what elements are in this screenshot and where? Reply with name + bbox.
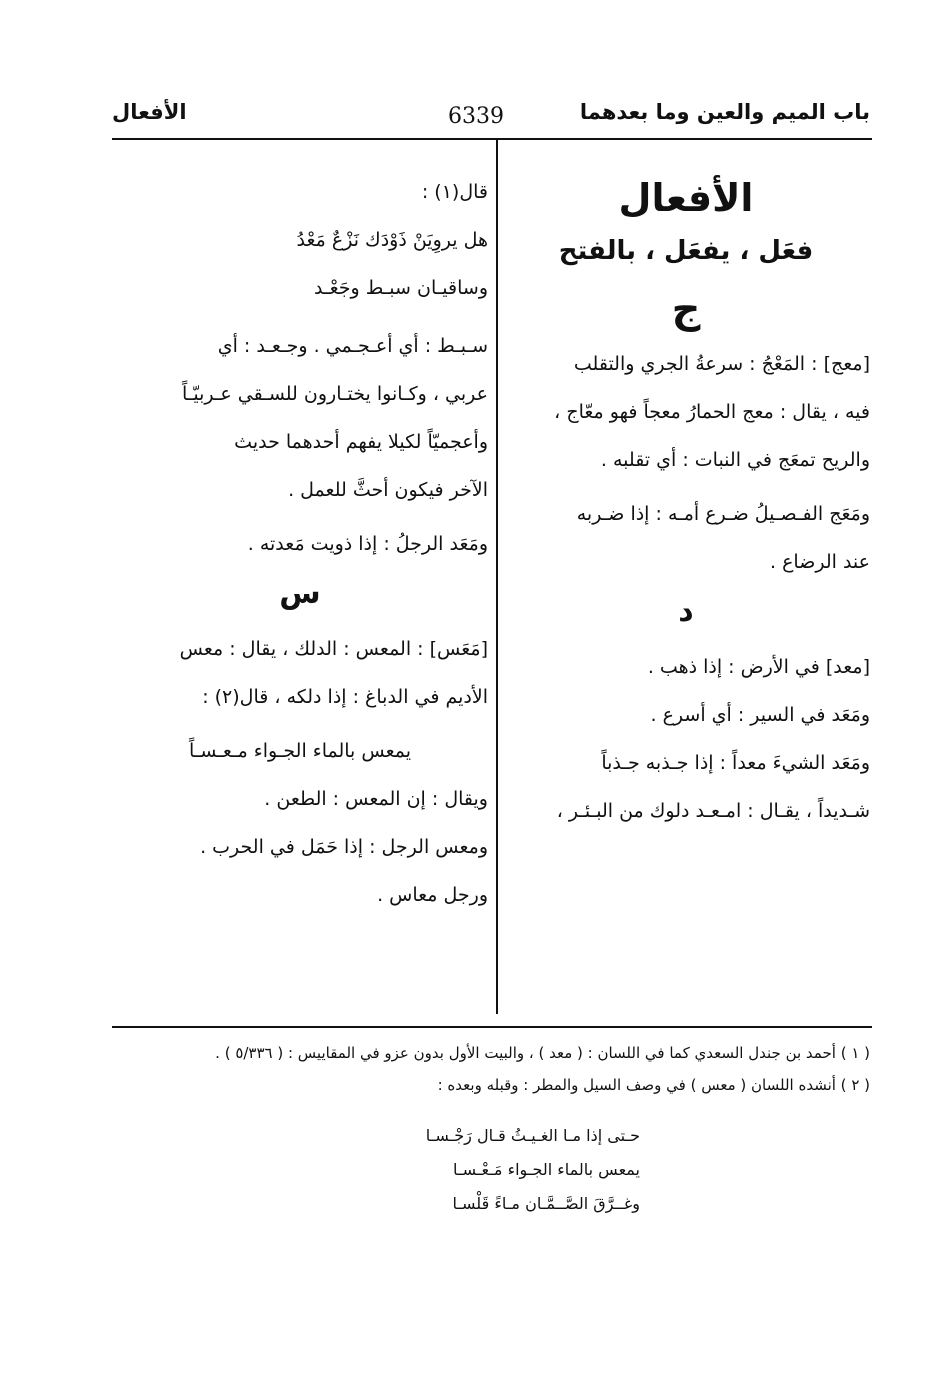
section-subtitle: فعَل ، يفعَل ، بالفتح bbox=[558, 236, 814, 266]
header-rule bbox=[112, 138, 872, 140]
verse-line: هل يروِيَنْ ذَوْدَك نَزْعٌ مَعْدُ bbox=[296, 229, 488, 251]
entry-line: وأعجميّاً لكيلا يفهم أحدهما حديث bbox=[234, 431, 488, 453]
entry-line: ومَعَج الفـصـيلُ ضـرع أمـه : إذا ضـربه bbox=[576, 503, 870, 525]
entry-yuqal: ويقال : إن المعس : الطعن . bbox=[264, 788, 488, 810]
entry-line: [معد] في الأرض : إذا ذهب . bbox=[647, 656, 870, 678]
entry-maad bbox=[502, 643, 870, 835]
entry-line: والريح تمعَج في النبات : أي تقلبه . bbox=[600, 449, 870, 471]
footnote-verse: يمعس بالماء الجـواء مَـعْـسـا bbox=[453, 1160, 640, 1179]
column-divider bbox=[496, 140, 498, 1014]
entry-line: عربي ، وكـانوا يختـارون للسـقي عـربيّـاً bbox=[182, 383, 488, 405]
running-head-right: باب الميم والعين وما بعدهما bbox=[579, 100, 870, 124]
entry-line: سـبـط : أي أعـجـمي . وجـعـد : أي bbox=[217, 335, 488, 357]
entry-line: ومَعَد الشيءَ معداً : إذا جـذبه جـذباً bbox=[601, 752, 870, 774]
page-number: 6339 bbox=[448, 104, 504, 129]
footnote-verse: وغــرَّقَ الصَّــمَّـان مـاءً قَلْسـا bbox=[452, 1194, 640, 1213]
letter-heading-jim: ج bbox=[671, 286, 701, 332]
section-title: الأفعال bbox=[618, 176, 754, 220]
entry-line: الأديم في الدباغ : إذا دلكه ، قال(٢) : bbox=[202, 686, 488, 708]
entry-line: [معج] : المَعْجُ : سرعةُ الجري والتقلب bbox=[573, 353, 870, 375]
verse-line: وساقيـان سبـط وجَعْـد bbox=[314, 277, 488, 299]
letter-heading-sin: س bbox=[279, 576, 321, 611]
right-column bbox=[502, 168, 870, 841]
entry-sabt bbox=[112, 322, 488, 514]
footnote-verse: حـتى إذا مـا الغـيـثُ قـال رَجْـسـا bbox=[425, 1126, 640, 1145]
entry-maas bbox=[112, 625, 488, 721]
entry-line: شـديداً ، يقـال : امـعـد دلوك من البـئـر ، bbox=[556, 800, 870, 822]
entry-maej-fasil bbox=[502, 490, 870, 586]
entry-maej bbox=[502, 340, 870, 484]
maas-verse: يمعس بالماء الجـواء مـعـسـاً bbox=[188, 740, 412, 762]
entry-line: ومَعَد في السير : أي أسرع . bbox=[650, 704, 870, 726]
entry-line: فيه ، يقال : معج الحمارُ معجاً فهو معّاج ، bbox=[554, 401, 870, 423]
qala-line: قال(١) : bbox=[421, 181, 488, 203]
letter-heading-dal: د bbox=[678, 594, 694, 629]
left-column bbox=[112, 168, 488, 919]
entry-line: عند الرضاع . bbox=[770, 551, 870, 573]
entry-maas-rajul: ومعس الرجل : إذا حَمَل في الحرب . bbox=[200, 836, 488, 858]
entry-maad-rajul: ومَعَد الرجلُ : إذا ذويت مَعدته . bbox=[247, 533, 488, 555]
footnote-1: ( ١ ) أحمد بن جندل السعدي كما في اللسان : ( معد ) ، والبيت الأول بدون عزو في المقاييس : ( ٥/٣٣٦ ) . bbox=[215, 1044, 870, 1062]
footnote-rule bbox=[112, 1026, 872, 1028]
entry-line: الآخر فيكون أحثَّ للعمل . bbox=[288, 479, 488, 501]
entry-line: [مَعَس] : المعس : الدلك ، يقال : معس bbox=[179, 638, 488, 660]
footnote-2: ( ٢ ) أنشده اللسان ( معس ) في وصف السيل والمطر : وقبله وبعده : bbox=[437, 1076, 870, 1094]
running-head-left: الأفعال bbox=[112, 100, 187, 124]
entry-rajul-maas: ورجل معاس . bbox=[377, 884, 488, 906]
